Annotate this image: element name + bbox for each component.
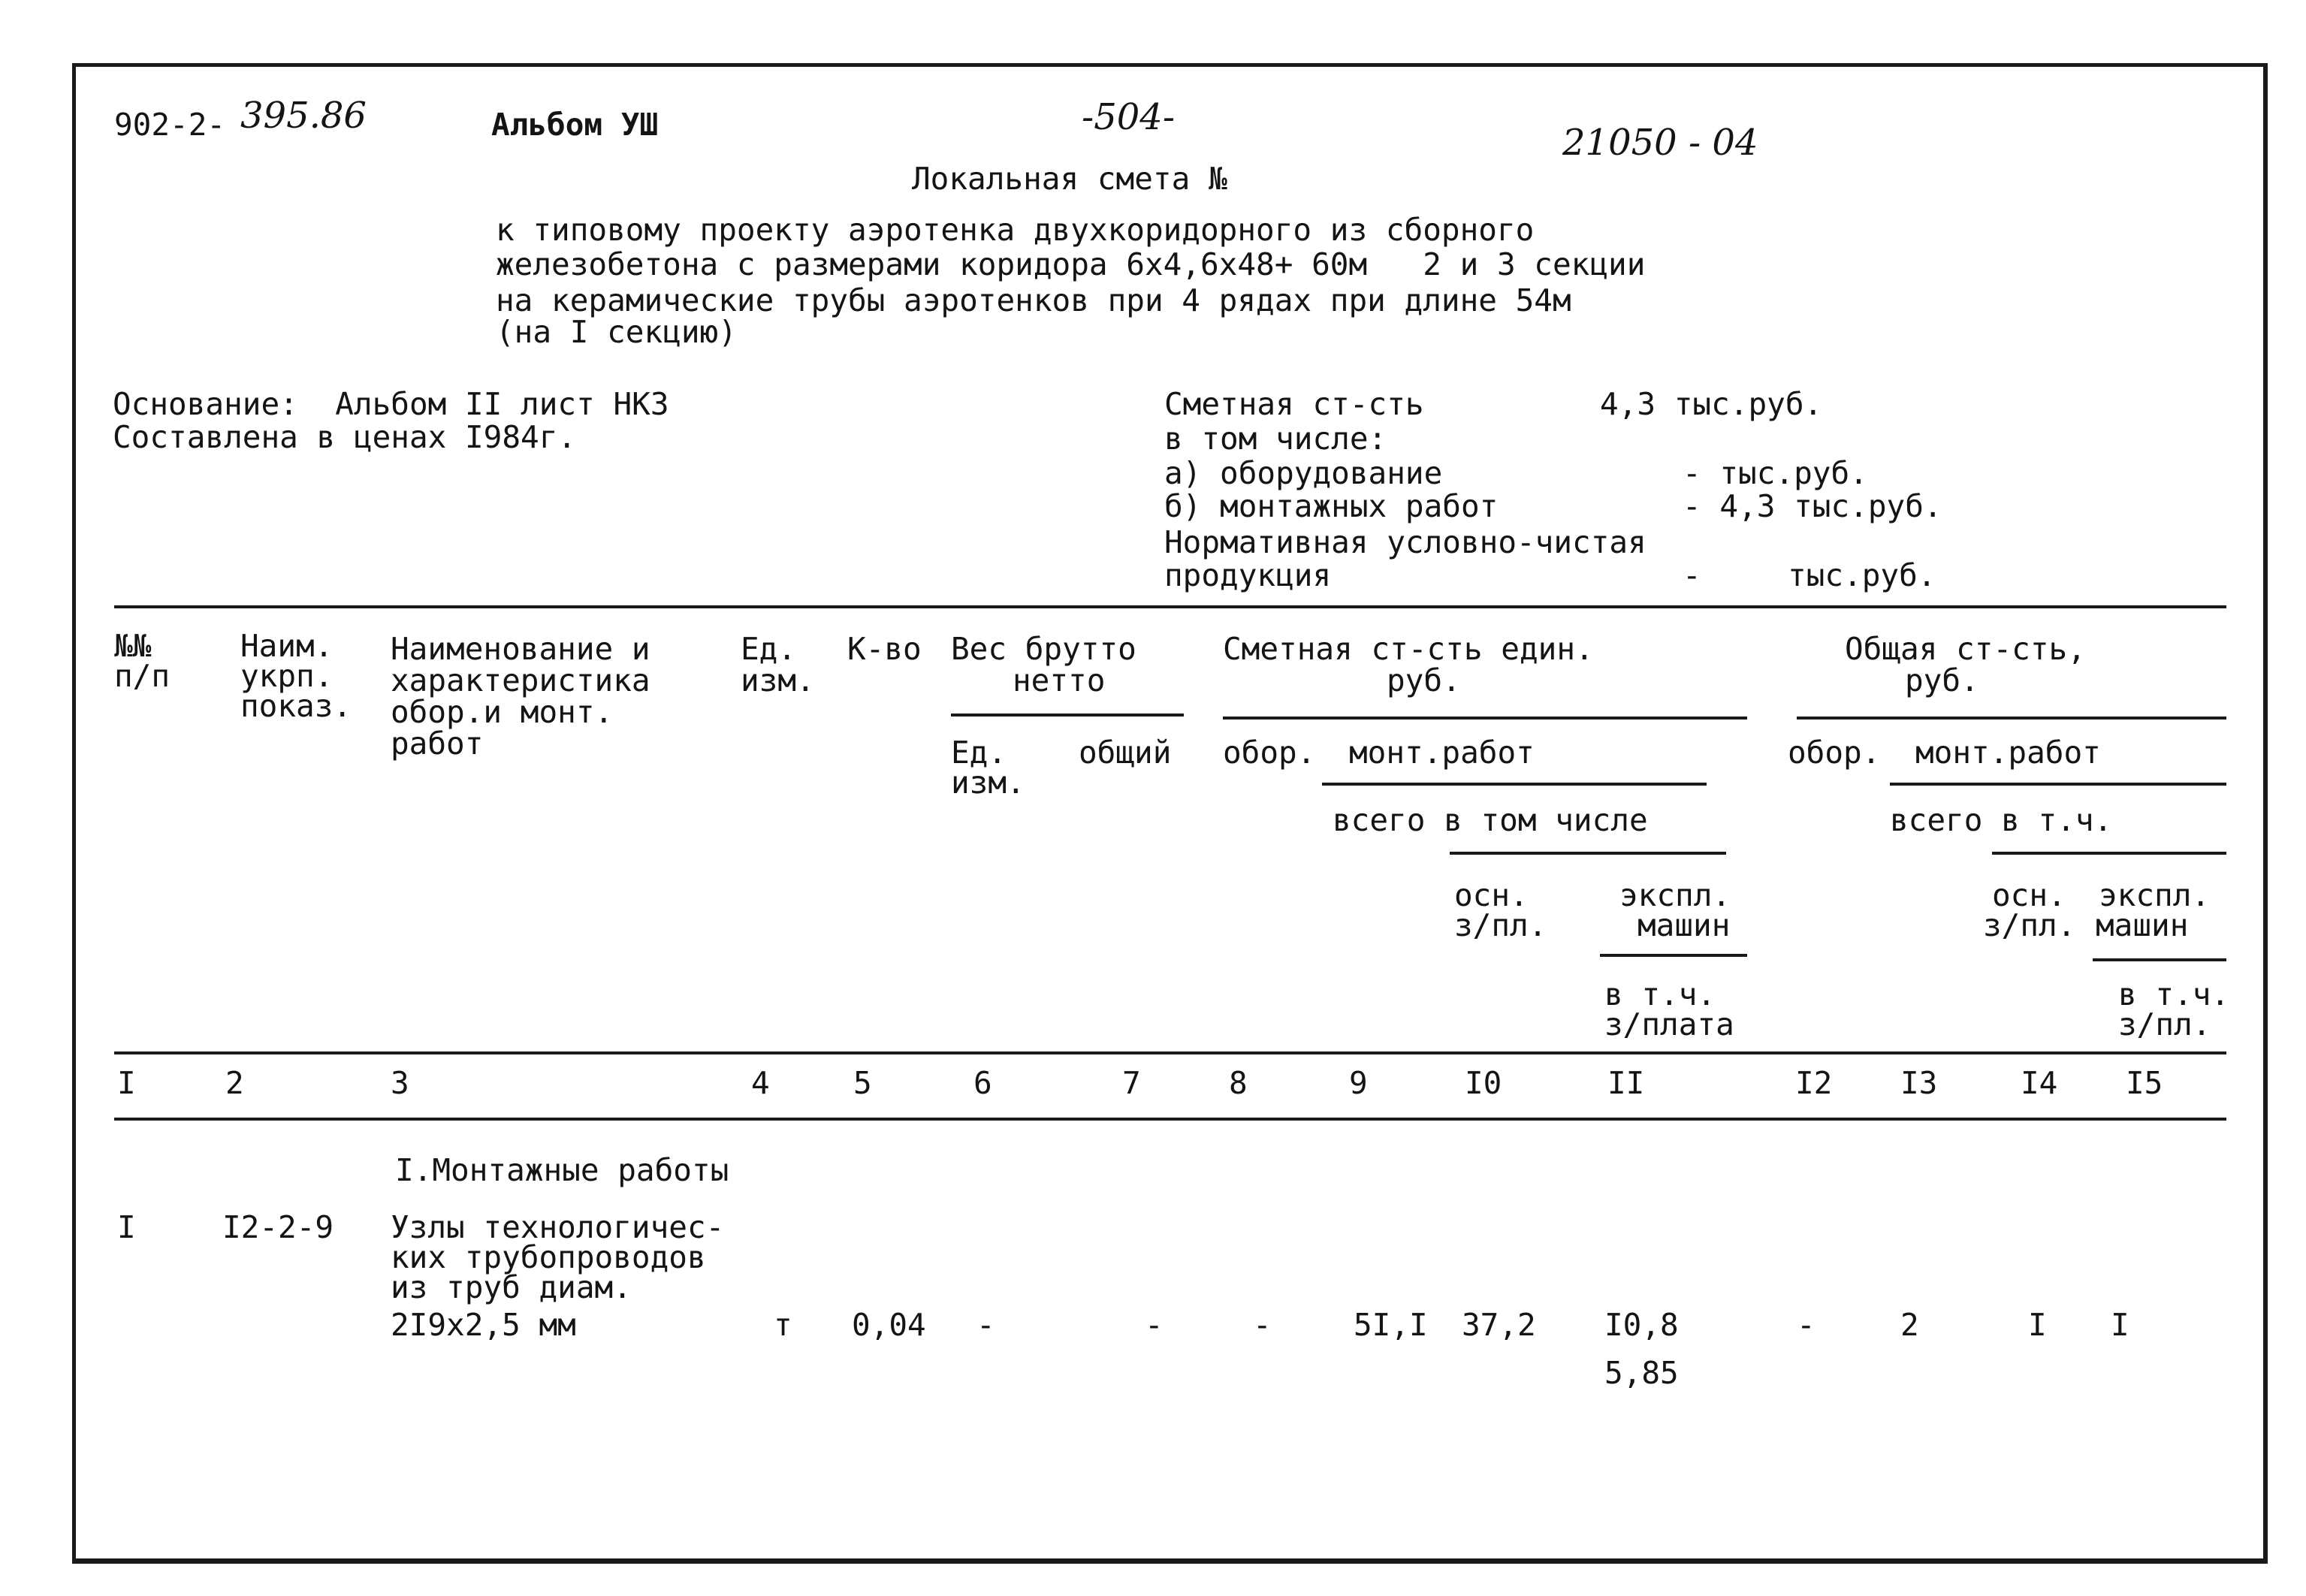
- colnum-5: 5: [853, 1065, 872, 1101]
- hdr-weight-unit-2: изм.: [951, 765, 1025, 801]
- hdr-num-1: №№: [114, 628, 152, 664]
- hdr-incl-wage-total-2: з/пл.: [2118, 1006, 2211, 1042]
- colnum-15: I5: [2126, 1065, 2163, 1101]
- basis-line-2: Составлена в ценах I984г.: [113, 419, 577, 455]
- row-total-equip: -: [1797, 1307, 1816, 1343]
- row-total-base-wage: I: [2028, 1307, 2047, 1343]
- hdr-incl-wage-1: в т.ч.: [1604, 976, 1716, 1012]
- row-unit-equip: -: [1253, 1307, 1272, 1343]
- row-weight-total: -: [1145, 1307, 1164, 1343]
- row-name-line-1: Узлы технологичес-: [391, 1209, 725, 1245]
- colnum-1: I: [117, 1065, 136, 1101]
- colnum-4: 4: [751, 1065, 770, 1101]
- hdr-total-cost-2: руб.: [1905, 662, 1979, 698]
- hdr-base-wage-total-2: з/пл.: [1983, 907, 2076, 943]
- colnum-7: 7: [1122, 1065, 1141, 1101]
- unit-cost-rule: [1223, 717, 1747, 720]
- colnum-9: 9: [1349, 1065, 1368, 1101]
- weight-sub-rule: [951, 714, 1184, 717]
- row-num: I: [117, 1209, 136, 1245]
- installation-value: - 4,3 тыс.руб.: [1683, 488, 1942, 524]
- row-weight-unit: -: [976, 1307, 995, 1343]
- subtitle-line-2: железобетона с размерами коридора 6х4,6х48+ 60м 2 и 3 секции: [496, 246, 1646, 282]
- hdr-num-2: п/п: [114, 658, 171, 694]
- colnum-6: 6: [973, 1065, 992, 1101]
- hdr-machine-total-1: экспл.: [2099, 877, 2211, 913]
- section-title: I.Монтажные работы: [395, 1152, 729, 1188]
- hdr-name-2: характеристика: [391, 662, 650, 698]
- hdr-incl-wage-total-1: в т.ч.: [2118, 976, 2230, 1012]
- hdr-code-2: укрп.: [240, 658, 334, 694]
- hdr-unit-2: изм.: [741, 662, 815, 698]
- basis-line-1: Основание: Альбом II лист НКЗ: [113, 386, 669, 422]
- row-name-line-3: из труб диам.: [391, 1269, 632, 1305]
- hdr-unit-cost-1: Сметная ст-сть един.: [1223, 631, 1594, 667]
- subtitle-line-1: к типовому проекту аэротенка двухкоридорного из сборного: [496, 212, 1535, 248]
- equipment-value: - тыс.руб.: [1683, 455, 1868, 491]
- hdr-all-incl: всего в том числе: [1333, 802, 1648, 838]
- incl-rule: [1450, 852, 1726, 855]
- row-unit: т: [774, 1307, 792, 1343]
- row-unit-machine: I0,8: [1604, 1307, 1679, 1343]
- table-top-rule: [114, 605, 2226, 608]
- hdr-machine-total-2: машин: [2096, 907, 2189, 943]
- install-total-rule: [1890, 783, 2226, 786]
- doc-number-handwritten: 21050 - 04: [1562, 122, 1758, 164]
- row-unit-machine-wage: 5,85: [1604, 1355, 1679, 1391]
- hdr-weight-total: общий: [1079, 735, 1172, 771]
- page-number: -504-: [1082, 96, 1176, 138]
- row-code: I2-2-9: [222, 1209, 334, 1245]
- hdr-install-works-total: монт.работ: [1915, 735, 2101, 771]
- equipment-label: а) оборудование: [1164, 455, 1443, 491]
- normative-unit: тыс.руб.: [1788, 557, 1936, 593]
- hdr-machine-1: экспл.: [1619, 877, 1731, 913]
- estimated-cost-value: 4,3 тыс.руб.: [1600, 386, 1823, 422]
- column-numbers-bottom-rule: [114, 1118, 2226, 1121]
- colnum-8: 8: [1229, 1065, 1248, 1101]
- subtitle-line-3: на керамические трубы аэротенков при 4 рядах при длине 54м: [496, 282, 1571, 318]
- hdr-all-incl-total: всего в т.ч.: [1890, 802, 2113, 838]
- row-total-machine: I: [2111, 1307, 2129, 1343]
- machine-sub-rule: [1600, 954, 1747, 957]
- incl-total-rule: [1992, 852, 2226, 855]
- estimated-cost-label: Сметная ст-сть: [1164, 386, 1424, 422]
- row-unit-install-total: 5I,I: [1354, 1307, 1428, 1343]
- hdr-incl-wage-2: з/плата: [1604, 1006, 1734, 1042]
- colnum-12: I2: [1795, 1065, 1833, 1101]
- row-total-install: 2: [1900, 1307, 1919, 1343]
- hdr-weight-net: нетто: [1013, 662, 1106, 698]
- hdr-qty: К-во: [847, 631, 922, 667]
- doc-code-handwritten: 395.86: [240, 95, 367, 137]
- colnum-13: I3: [1900, 1065, 1938, 1101]
- row-name-line-2: ких трубопроводов: [391, 1239, 706, 1275]
- hdr-total-cost-1: Общая ст-сть,: [1845, 631, 2086, 667]
- album-label: Альбом УШ: [491, 107, 659, 143]
- hdr-code-1: Наим.: [240, 628, 334, 664]
- colnum-10: I0: [1465, 1065, 1502, 1101]
- hdr-install-works: монт.работ: [1349, 735, 1535, 771]
- hdr-name-3: обор.и монт.: [391, 694, 614, 730]
- installation-label: б) монтажных работ: [1164, 488, 1499, 524]
- colnum-3: 3: [391, 1065, 409, 1101]
- hdr-machine-2: машин: [1637, 907, 1731, 943]
- hdr-equip-total: обор.: [1788, 735, 1881, 771]
- hdr-weight-unit-1: Ед.: [951, 735, 1007, 771]
- hdr-name-4: работ: [391, 726, 484, 762]
- hdr-base-wage-total-1: осн.: [1992, 877, 2066, 913]
- colnum-2: 2: [225, 1065, 244, 1101]
- hdr-base-wage-2: з/пл.: [1454, 907, 1547, 943]
- hdr-base-wage-1: осн.: [1454, 877, 1529, 913]
- total-cost-rule: [1797, 717, 2226, 720]
- hdr-name-1: Наименование и: [391, 631, 650, 667]
- including-label: в том числе:: [1164, 421, 1387, 457]
- doc-code: 902-2-: [114, 107, 226, 143]
- normative-dash: -: [1683, 557, 1701, 593]
- row-name-line-4: 2I9х2,5 мм: [391, 1307, 576, 1343]
- hdr-code-3: показ.: [240, 688, 352, 724]
- estimate-title: Локальная смета №: [912, 161, 1227, 197]
- row-unit-base-wage: 37,2: [1462, 1307, 1536, 1343]
- colnum-11: II: [1607, 1065, 1645, 1101]
- hdr-equip: обор.: [1223, 735, 1316, 771]
- machine-total-sub-rule: [2093, 958, 2226, 961]
- hdr-unit-1: Ед.: [741, 631, 797, 667]
- column-numbers-top-rule: [114, 1051, 2226, 1054]
- subtitle-line-4: (на I секцию): [496, 314, 737, 350]
- hdr-weight-gross: Вес брутто: [951, 631, 1136, 667]
- normative-label-1: Нормативная условно-чистая: [1164, 524, 1646, 560]
- normative-label-2: продукция: [1164, 557, 1332, 593]
- hdr-unit-cost-2: руб.: [1387, 662, 1461, 698]
- install-rule: [1322, 783, 1707, 786]
- colnum-14: I4: [2021, 1065, 2058, 1101]
- row-qty: 0,04: [852, 1307, 926, 1343]
